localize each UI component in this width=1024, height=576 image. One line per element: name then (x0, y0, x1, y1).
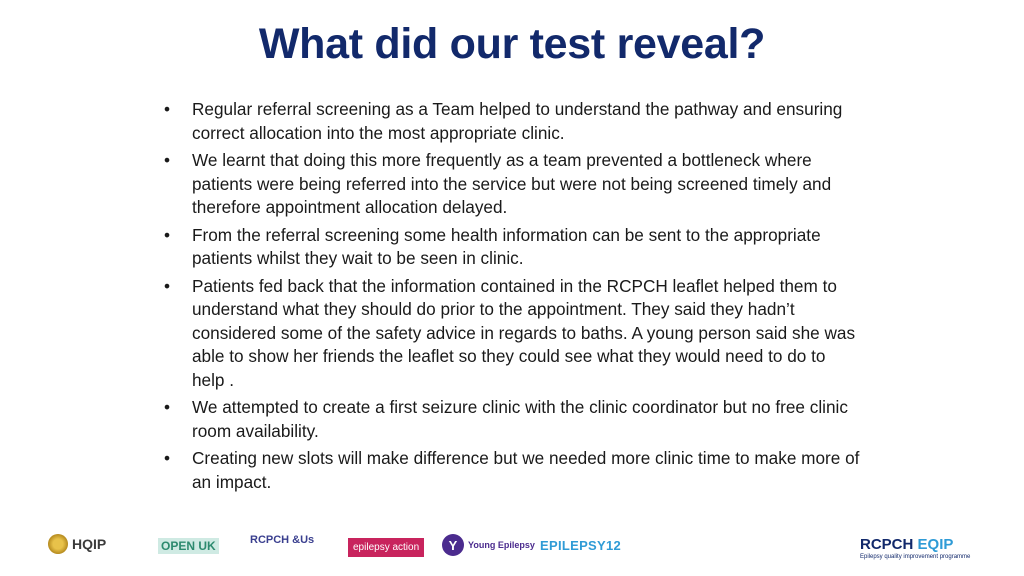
hqip-seal-icon (48, 534, 68, 554)
bullet-dot: • (164, 397, 171, 417)
rcpch-eqip-logo (860, 536, 970, 560)
bullet-dot: • (164, 224, 171, 245)
eqip-subtitle: Epilepsy quality improvement programme (860, 554, 971, 560)
epilepsy-action-logo: epilepsy action (348, 538, 424, 557)
epilepsy12-logo (540, 538, 621, 553)
bullet-text: Patients fed back that the information contained in the RCPCH leaflet helped them to understand what they should do prior to the appointment. They said they hadn’t considered some of the safety advice in regards to baths. A young person said she was able to show her friends the leaflet so they could see what they would need to do to help . (192, 275, 856, 390)
bullet-item (160, 224, 860, 271)
hqip-logo-text: HQIP (72, 536, 107, 552)
eqip-text: EQIP (917, 536, 954, 553)
epilepsy12-text: EPILEPSY (540, 538, 606, 553)
bullet-item (160, 98, 860, 145)
bullet-text: We attempted to create a first seizure clinic with the clinic coordinator but no free clinic room availability. (192, 397, 848, 441)
bullet-item (160, 275, 860, 393)
bullet-text: From the referral screening some health information can be sent to the appropriate patients whilst they wait to be seen in clinic. (192, 224, 821, 268)
young-epilepsy-text: Young Epilepsy (468, 540, 535, 550)
logo-strip (0, 528, 1024, 568)
bullet-dot: • (164, 99, 171, 119)
bullet-text: Regular referral screening as a Team helped to understand the pathway and ensuring correct allocation into the most appropriate clinic. (192, 99, 843, 143)
slide-title: What did our test reveal? (258, 20, 766, 68)
young-epilepsy-mark-icon: Y (442, 534, 464, 556)
bullet-text: We learnt that doing this more frequently as a team prevented a bottleneck where patients were being referred into the service but were not being screened timely and therefore appointment allocation delayed. (192, 150, 832, 217)
young-epilepsy-logo (442, 534, 535, 556)
bullet-item (160, 447, 860, 494)
openuk-logo: OPEN UK (158, 538, 219, 554)
bullet-dot: • (164, 275, 171, 296)
hqip-logo (48, 534, 106, 554)
rcpch-us-logo: RCPCH &Us (250, 534, 315, 546)
bullet-item (160, 149, 860, 220)
bullet-dot: • (164, 150, 171, 170)
epilepsy12-number: 12 (605, 538, 622, 553)
bullet-list (160, 98, 860, 498)
bullet-item (160, 396, 860, 443)
eqip-rcpch-text: RCPCH (860, 536, 918, 553)
bullet-dot: • (164, 448, 171, 468)
bullet-text: Creating new slots will make difference but we needed more clinic time to make more of an impact. (192, 448, 860, 492)
